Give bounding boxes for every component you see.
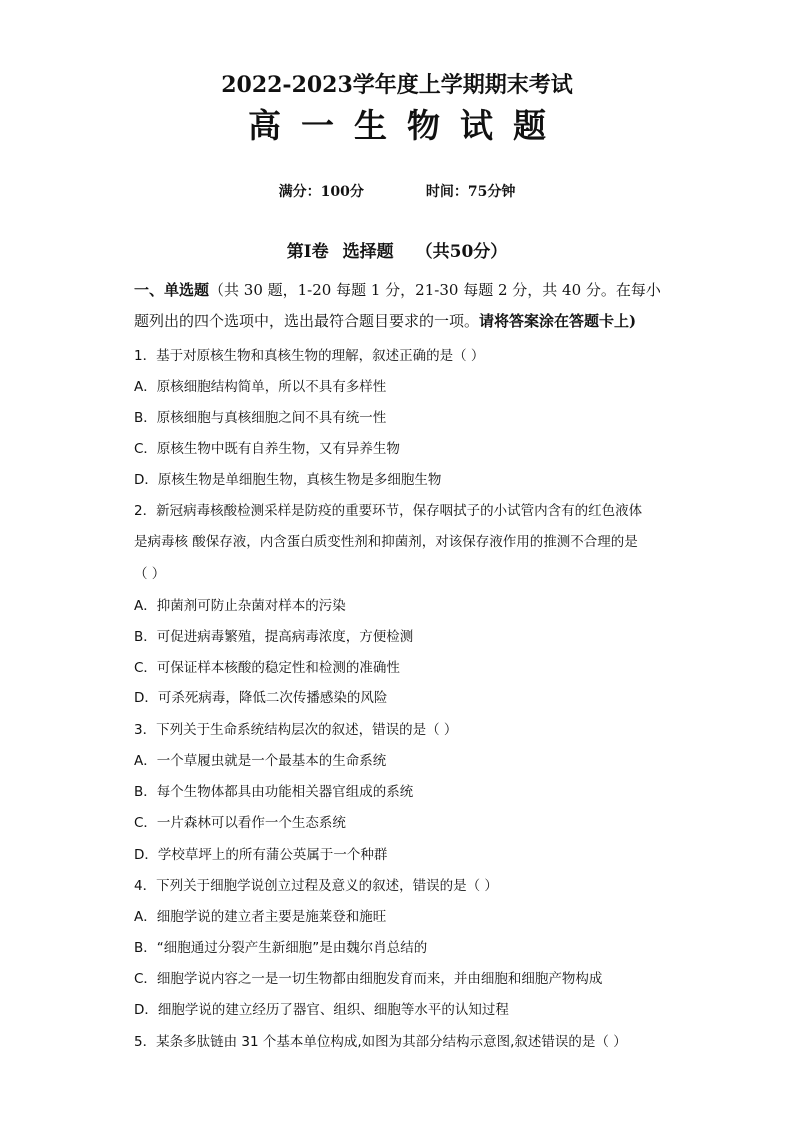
option-line: A．一个草履虫就是一个最基本的生命系统 [134,753,387,769]
question-line: 2．新冠病毒核酸检测采样是防疫的重要环节，保存咽拭子的小试管内含有的红色液体 [134,503,643,519]
option-line: C．原核生物中既有自养生物，又有异养生物 [134,441,400,457]
question-line: 5．某条多肽链由 31 个基本单位构成,如图为其部分结构示意图,叙述错误的是（ ） [134,1034,627,1050]
section-instructions [134,275,664,337]
option-line: A．抑菌剂可防止杂菌对样本的污染 [134,598,346,614]
full-score: 满分：100分 [278,184,364,200]
instructions-bold-tail: 请将答案涂在答题卡上) [479,312,637,330]
section-type: 选择题 [342,242,394,262]
option-line: C．细胞学说内容之一是一切生物都由细胞发育而来，并由细胞和细胞产物构成 [134,971,603,987]
exam-time: 时间：75分钟 [425,184,516,200]
instructions-lead: 一、单选题 [134,281,210,299]
exam-year-title: 2022-2023学年度上学期期末考试 [221,72,573,98]
option-line: D．可杀死病毒，降低二次传播感染的风险 [134,690,388,706]
question-line: 1．基于对原核生物和真核生物的理解，叙述正确的是（ ） [134,348,485,364]
option-line: B．每个生物体都具由功能相关器官组成的系统 [134,784,414,800]
exam-subject-title: 高一生物试题 [248,106,566,145]
question-line: 4．下列关于细胞学说创立过程及意义的叙述，错误的是（ ） [134,878,498,894]
question-line: （ ） [134,566,166,582]
section-volume: 第Ⅰ卷 [286,242,329,262]
option-line: D．原核生物是单细胞生物，真核生物是多细胞生物 [134,472,442,488]
option-line: B．“细胞通过分裂产生新细胞”是由魏尔肖总结的 [134,940,428,956]
option-line: D．细胞学说的建立经历了器官、组织、细胞等水平的认知过程 [134,1002,509,1018]
question-line: 是病毒核 酸保存液，内含蛋白质变性剂和抑菌剂，对该保存液作用的推测不合理的是 [134,534,638,550]
option-line: D．学校草坪上的所有蒲公英属于一个种群 [134,847,388,863]
option-line: A．原核细胞结构简单，所以不具有多样性 [134,379,387,395]
section-score: （共50分） [415,242,508,262]
instructions-text: （共 30 题，1-20 每题 1 分，21-30 每题 2 分，共 40 分。在每小题列出的四个选项中，选出最符合题目要求的一项。 [134,281,661,330]
section-title [0,237,794,262]
question-line: 3．下列关于生命系统结构层次的叙述，错误的是（ ） [134,722,458,738]
option-line: C．可保证样本核酸的稳定性和检测的准确性 [134,660,400,676]
option-line: B．原核细胞与真核细胞之间不具有统一性 [134,410,387,426]
option-line: C．一片森林可以看作一个生态系统 [134,815,346,831]
option-line: B．可促进病毒繁殖，提高病毒浓度，方便检测 [134,629,414,645]
option-line: A．细胞学说的建立者主要是施莱登和施旺 [134,909,387,925]
exam-meta [0,181,794,201]
